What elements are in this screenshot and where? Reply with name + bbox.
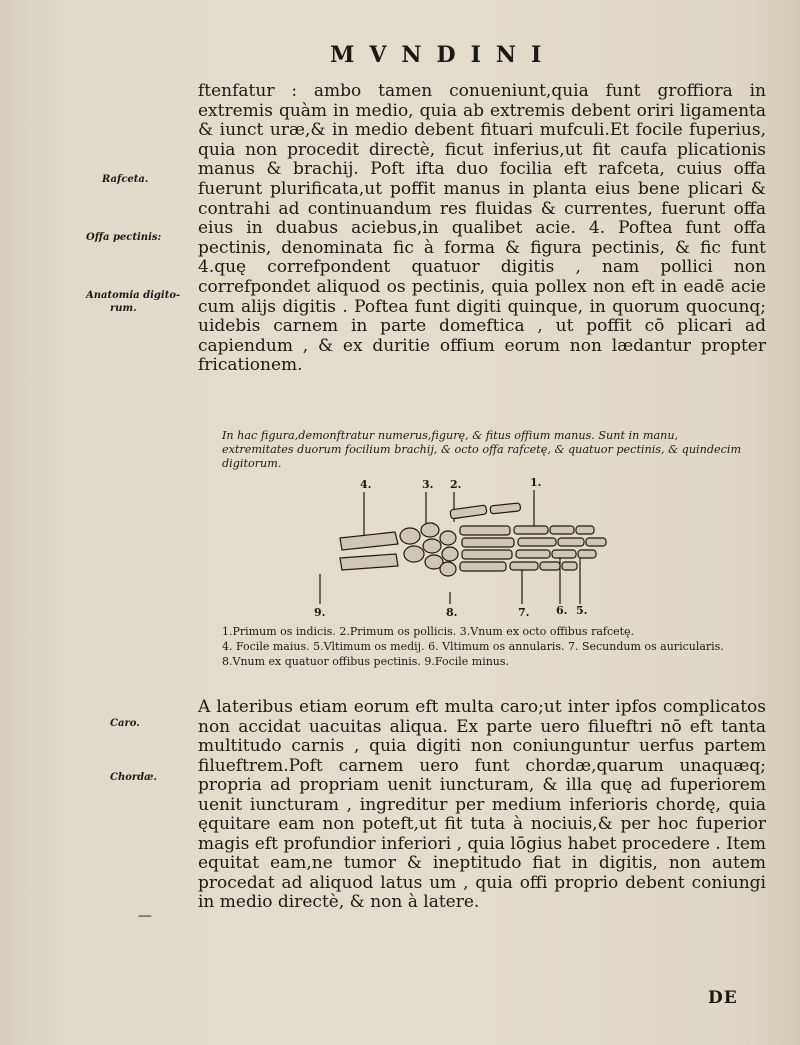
paragraph-bones-of-hand: ftenfatur : ambo tamen conueniunt,quia funt groffiora in extremis quàm in medio, quia ab extremis debent oriri ligamenta & iunct uræ,& in medio debent fituari mufculi.Et focile fuperius, quia non procedit directè, ficut inferius,ut fit caufa plicationis manus & brachij. Poft ifta duo focilia eft rafceta, cuius offa fuerunt plurificata,ut poffit manus in planta eius bene plicari & contrahi ad continuandum res fluidas & currentes, fuerunt offa eius in duabus aciebus,in qualibet acie. 4. Poftea funt offa pectinis, denominata fic à forma & figura pectinis, & fic funt 4.quę correfpondent quatuor digitis , nam pollici non correfpondet aliquod os pectinis, quia pollex non eft in eadē acie cum alijs digitis . Poftea funt digiti quinque, in quorum quocunq; uidebis carnem in parte domeftica , ut poffit cō plicari ad capiendum , & ex duritie offium eorum non lædantur propter fricationem. (198, 81, 766, 376)
figure-label-2: 2. (450, 478, 462, 491)
catchword: DE (708, 988, 738, 1008)
figure-legend-line-1: 1.Primum os indicis. 2.Primum os pollicis. 3.Vnum ex octo offibus rafcetę. (222, 625, 635, 638)
figure-label-5: 5. (576, 604, 588, 617)
running-title: MVNDINI (330, 42, 557, 68)
margin-note-chordae: Chordæ. (110, 772, 157, 783)
printer-ornament-mark: — (138, 908, 152, 924)
margin-note-anatomia-digitorum-1: Anatomia digito- (86, 290, 181, 301)
figure-label-8: 8. (446, 606, 458, 619)
figure-legend-line-2: 4. Focile maius. 5.Vltimum os medij. 6. Vltimum os annularis. 7. Secundum os auricularis. 8.Vnum ex quatuor offibus pectinis. 9.Focile minus. (222, 640, 724, 668)
hand-bones-woodcut (300, 474, 760, 624)
hand-bones-drawing (300, 474, 760, 624)
paragraph-flesh-and-chords: A lateribus etiam eorum eft multa caro;ut inter ipfos complicatos non accidat uacuitas aliqua. Ex parte uero filueftri nō eft tanta multitudo carnis , quia digiti non coniunguntur uerfus partem filueftrem.Poft carnem uero funt chordæ,quarum unaquæq; propria ad propriam uenit iuncturam, & illa quę ad fuperiorem uenit iuncturam , ingreditur per medium inferioris chordę, quia ęquitare eam non poteft,ut fit tuta à nociuis,& per hoc fuperior magis eft profundior inferiori , quia lōgius habet procedere . Item equitat eam,ne tumor & ineptitudo fiat in digitis, non autem procedat ad aliquod latus um , quia offi proprio debent coniungi in medio directè, & non à latere. (198, 697, 766, 912)
figure-label-7: 7. (518, 606, 530, 619)
figure-legend (222, 624, 752, 669)
figure-label-1: 1. (530, 476, 542, 489)
margin-note-anatomia-digitorum-2: rum. (110, 303, 137, 314)
figure-label-3: 3. (422, 478, 434, 491)
margin-note-caro: Caro. (110, 718, 140, 729)
figure-label-4: 4. (360, 478, 372, 491)
figure-label-9: 9. (314, 606, 326, 619)
figure-caption: In hac figura,demonftratur numerus,figurę, & fitus offium manus. Sunt in manu, extremitates duorum focilium brachij, & octo offa rafcetę, & quatuor pectinis, & quindecim digitorum. (222, 429, 742, 470)
margin-note-rasceta: Rafceta. (102, 174, 149, 185)
figure-label-6: 6. (556, 604, 568, 617)
margin-note-ossa-pectinis: Offa pectinis: (86, 232, 162, 243)
